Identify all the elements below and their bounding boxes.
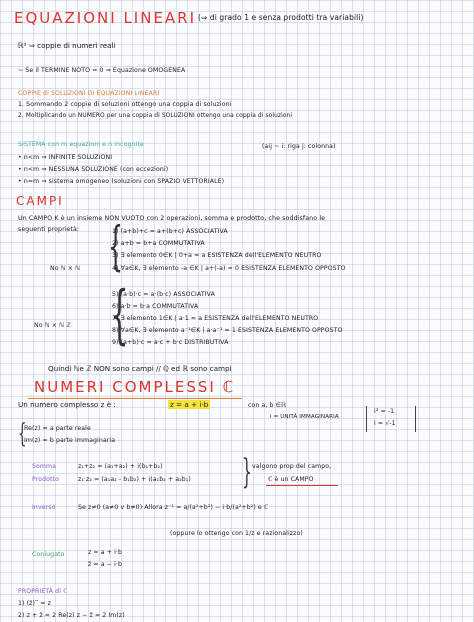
r2-line: ℝ² ⇒ coppie di numeri reali [18, 41, 116, 50]
aij-note: (aij ~ i: riga j: colonna) [262, 143, 336, 150]
imaginary-part: Im(z) = b parte immaginaria [24, 437, 116, 444]
title-subtitle: (⇒ di grado 1 e senza prodotti tra variabili) [198, 13, 364, 22]
c-is-field-underline [266, 485, 338, 486]
prod-rule-7: 7) ∃ elemento 1∈K | a·1 = a ESISTENZA dell'ELEMENTO NEUTRO [112, 315, 319, 322]
sistema-heading: SISTEMA con m equazioni e n incognite [18, 141, 144, 148]
prod-rule-5: 5) (a·b)·c = a·(b·c) ASSOCIATIVA [112, 291, 215, 298]
prod-rule-6: 6) a·b = b·a COMMUTATIVA [112, 303, 199, 310]
no-n-note: No ℕ × ℕ [50, 265, 81, 272]
prodotto-label: Prodotto [32, 476, 59, 483]
complex-with: con a, b ∈ℝ [248, 402, 287, 409]
inverso-note: (oppure lo ottengo con 1/z e razionalizzo) [170, 530, 303, 537]
complex-definition: Un numero complesso z è : [18, 400, 116, 409]
sistema-bullet-2: • n<m ⇒ NESSUNA SOLUZIONE (con eccezioni) [18, 166, 169, 173]
sistema-bullet-3: • n=m ⇒ sistema omogeneo (soluzioni con SPAZIO VETTORIALE) [18, 178, 225, 185]
prod-rule-8: 8) ∀a∈K, ∃ elemento a⁻¹∈K | a·a⁻¹ = 1 ESISTENZA ELEMENTO OPPOSTO [112, 327, 343, 334]
campi-heading: CAMPI [16, 194, 64, 208]
proprieta-1: 1) (z̄)‾ = z [18, 600, 51, 607]
imaginary-unit-label: i = UNITÀ IMMAGINARIA [270, 414, 339, 420]
coppie-item-2: 2. Moltiplicando un NUMERO per una coppia di SOLUZIONI ottengo una coppia di soluzioni [18, 113, 293, 119]
somma-label: Somma [32, 463, 57, 470]
re-im-brace: { [18, 419, 27, 449]
real-part: Re(z) = a parte reale [24, 425, 91, 432]
sum-rule-1: 1) (a+b)+c = a+(b+c) ASSOCIATIVA [112, 228, 228, 235]
no-z-note: No ℕ × ℕ ℤ [34, 322, 71, 329]
i-squared: i² = -1 [374, 408, 395, 415]
sum-rule-2: 2) a+b = b+a COMMUTATIVA [112, 240, 205, 247]
sum-rule-4: 4) ∀a∈K, ∃ elemento -a ∈K | a+(-a) = 0 ESISTENZA ELEMENTO OPPOSTO [112, 265, 346, 272]
sum-rule-3: 3) ∃ elemento 0∈K | 0+a = a ESISTENZA dell'ELEMENTO NEUTRO [112, 252, 322, 259]
sistema-bullet-1: • n<m ⇒ INFINITE SOLUZIONI [18, 154, 113, 161]
i-sqrt: i = √-1 [374, 420, 396, 427]
sum-rules-brace: { [108, 217, 123, 277]
complex-formula: z = a + i·b [170, 400, 209, 409]
page-title: EQUAZIONI LINEARI [14, 9, 197, 27]
somma-prodotto-brace: } [241, 452, 252, 492]
coniugato-label: Coniugato [32, 551, 65, 558]
complessi-heading-underline [28, 398, 242, 399]
coniugato-1: z = a + i·b [88, 549, 122, 556]
proprieta-2: 2) z + z̄ = 2 Re(z) z − z̄ = 2 Im(z) [18, 612, 125, 619]
proprieta-label: PROPRIETÀ di ℂ [18, 588, 68, 595]
homogeneous-line: ~ Se il TERMINE NOTO = 0 ⇒ Equazione OMOGENEA [18, 67, 186, 74]
prod-rules-brace: { [110, 278, 129, 352]
coppie-heading: COPPIE di SOLUZIONI DI EQUAZIONI LINEARI [18, 90, 160, 97]
somma-formula: z₁+z₂ = (a₁+a₂) + i(b₁+b₂) [78, 463, 163, 470]
inverso-label: Inverso [32, 504, 56, 511]
coppie-item-1: 1. Sommando 2 coppie di soluzioni ottengo una coppia di soluzioni [18, 101, 232, 108]
prod-rule-9: 9) (a+b)·c = a·c + b·c DISTRIBUTIVA [112, 339, 229, 346]
campi-conclusion: Quindi ℕe ℤ NON sono campi // ℚ ed ℝ sono campi [48, 364, 232, 373]
prodotto-formula: z₁·z₂ = (a₁a₂ - b₁b₂) + i(a₁b₂ + a₂b₁) [78, 476, 191, 483]
valgono-note: valgono prop del campo, [252, 463, 332, 470]
campi-definition-1: Un CAMPO K è un insieme NON VUOTO con 2 operazioni, somma e prodotto, che soddisfano le [18, 215, 326, 222]
inverso-formula: Se z≠0 (a≠0 v b≠0) Allora z⁻¹ = a/(a²+b²) − i·b/(a²+b²) e ℂ [78, 504, 269, 511]
campi-definition-2: seguenti proprietà: [18, 226, 80, 233]
complessi-heading: NUMERI COMPLESSI ℂ [34, 378, 236, 396]
c-is-field: ℂ è un CAMPO [268, 476, 314, 483]
coniugato-2: z̄ = a − i·b [88, 561, 122, 568]
